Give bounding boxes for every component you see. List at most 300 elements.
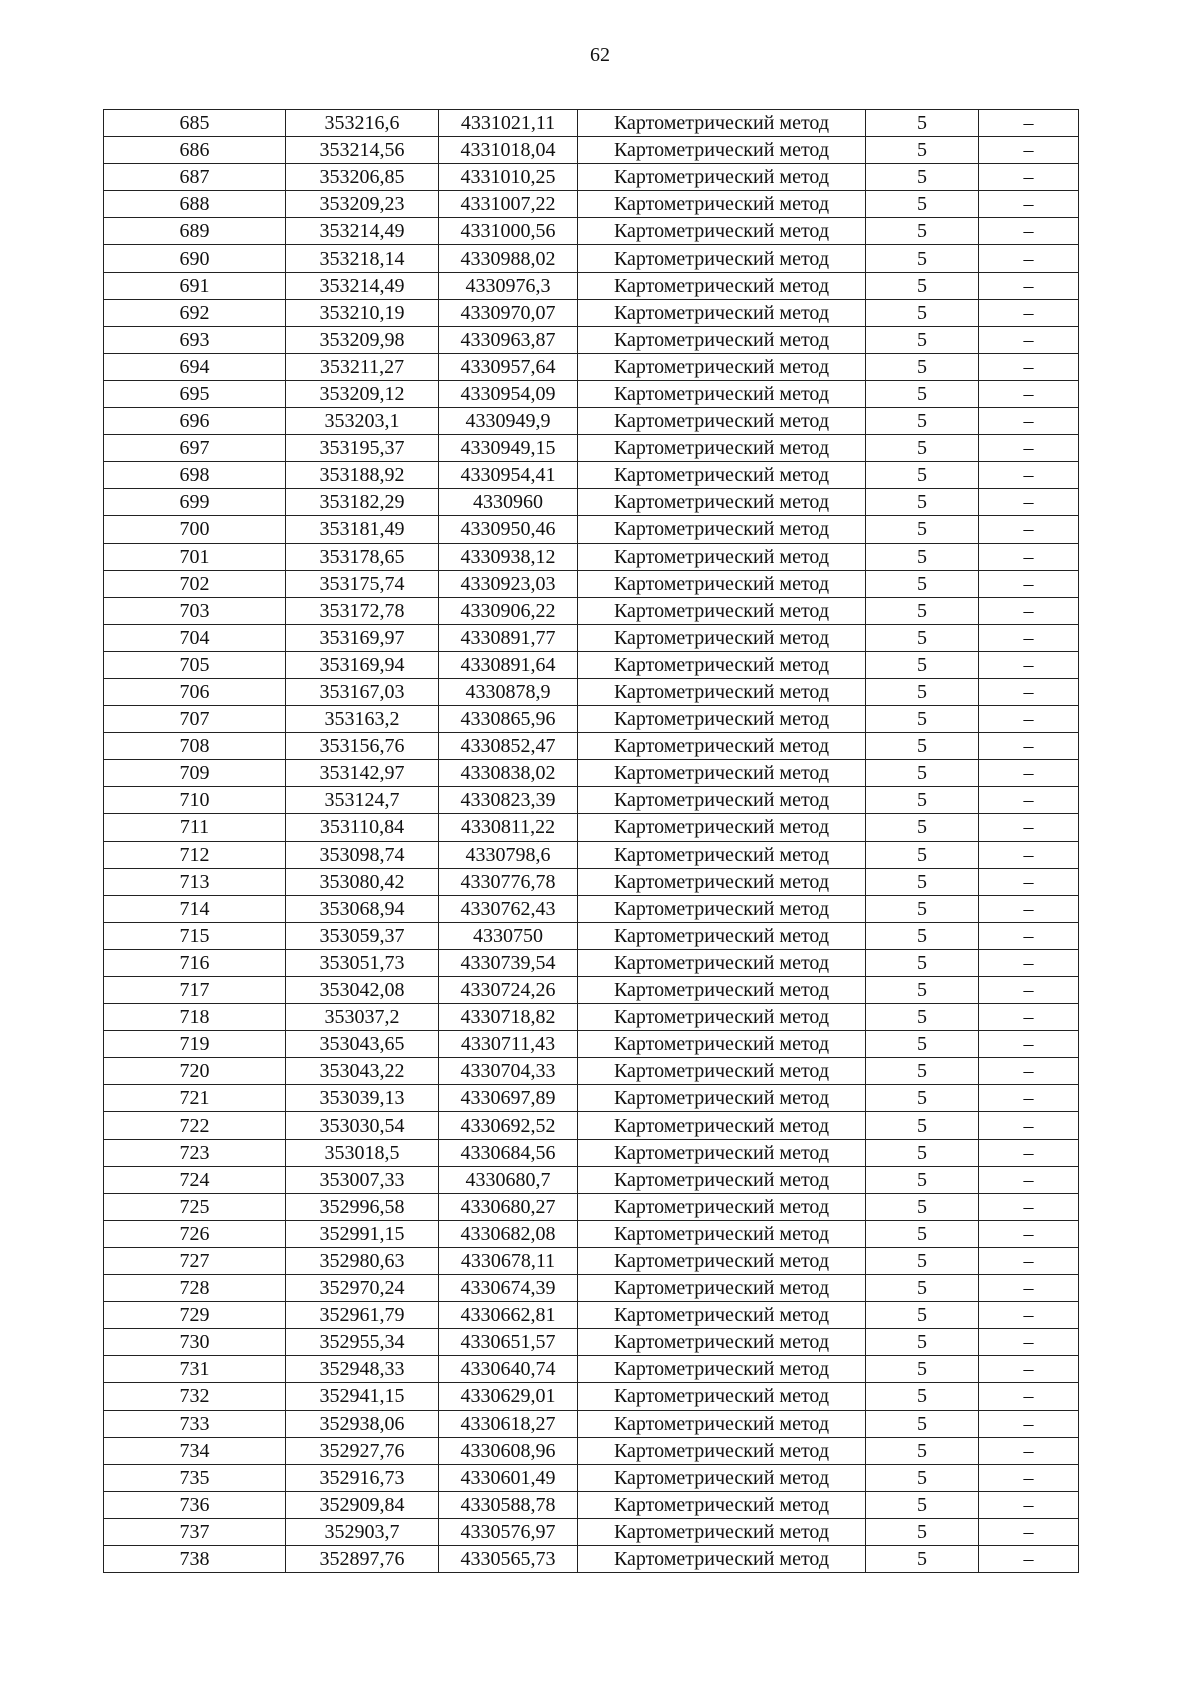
accuracy-cell: 5 (866, 462, 979, 489)
table-row (104, 380, 1079, 407)
note-cell: – (979, 245, 1079, 272)
accuracy-cell: 5 (866, 841, 979, 868)
table-row (104, 895, 1079, 922)
x-coordinate-cell: 353169,97 (286, 624, 439, 651)
y-coordinate-cell: 4330865,96 (439, 706, 578, 733)
y-coordinate-cell: 4330891,64 (439, 651, 578, 678)
method-cell: Картометрический метод (578, 922, 866, 949)
table-row (104, 624, 1079, 651)
point-number-cell: 730 (104, 1329, 286, 1356)
point-number-cell: 697 (104, 435, 286, 462)
x-coordinate-cell: 352938,06 (286, 1410, 439, 1437)
y-coordinate-cell: 4331021,11 (439, 110, 578, 137)
note-cell: – (979, 597, 1079, 624)
method-cell: Картометрический метод (578, 272, 866, 299)
note-cell: – (979, 706, 1079, 733)
point-number-cell: 729 (104, 1302, 286, 1329)
x-coordinate-cell: 353080,42 (286, 868, 439, 895)
y-coordinate-cell: 4330976,3 (439, 272, 578, 299)
table-row (104, 760, 1079, 787)
method-cell: Картометрический метод (578, 1247, 866, 1274)
x-coordinate-cell: 353037,2 (286, 1004, 439, 1031)
accuracy-cell: 5 (866, 1058, 979, 1085)
table-row (104, 1112, 1079, 1139)
table-row (104, 922, 1079, 949)
table-row (104, 164, 1079, 191)
note-cell: – (979, 1518, 1079, 1545)
x-coordinate-cell: 353209,23 (286, 191, 439, 218)
table-row (104, 489, 1079, 516)
y-coordinate-cell: 4331007,22 (439, 191, 578, 218)
note-cell: – (979, 1383, 1079, 1410)
method-cell: Картометрический метод (578, 435, 866, 462)
accuracy-cell: 5 (866, 570, 979, 597)
table-row (104, 651, 1079, 678)
method-cell: Картометрический метод (578, 408, 866, 435)
accuracy-cell: 5 (866, 1166, 979, 1193)
x-coordinate-cell: 353042,08 (286, 977, 439, 1004)
point-number-cell: 735 (104, 1464, 286, 1491)
accuracy-cell: 5 (866, 1329, 979, 1356)
point-number-cell: 711 (104, 814, 286, 841)
method-cell: Картометрический метод (578, 299, 866, 326)
y-coordinate-cell: 4330678,11 (439, 1247, 578, 1274)
point-number-cell: 727 (104, 1247, 286, 1274)
y-coordinate-cell: 4330891,77 (439, 624, 578, 651)
table-row (104, 110, 1079, 137)
note-cell: – (979, 516, 1079, 543)
method-cell: Картометрический метод (578, 678, 866, 705)
method-cell: Картометрический метод (578, 489, 866, 516)
x-coordinate-cell: 353209,98 (286, 326, 439, 353)
y-coordinate-cell: 4330680,27 (439, 1193, 578, 1220)
y-coordinate-cell: 4330601,49 (439, 1464, 578, 1491)
note-cell: – (979, 1491, 1079, 1518)
method-cell: Картометрический метод (578, 462, 866, 489)
note-cell: – (979, 1085, 1079, 1112)
accuracy-cell: 5 (866, 1112, 979, 1139)
y-coordinate-cell: 4330680,7 (439, 1166, 578, 1193)
point-number-cell: 685 (104, 110, 286, 137)
y-coordinate-cell: 4330949,9 (439, 408, 578, 435)
method-cell: Картометрический метод (578, 380, 866, 407)
accuracy-cell: 5 (866, 1410, 979, 1437)
note-cell: – (979, 1031, 1079, 1058)
note-cell: – (979, 489, 1079, 516)
note-cell: – (979, 868, 1079, 895)
point-number-cell: 714 (104, 895, 286, 922)
note-cell: – (979, 1004, 1079, 1031)
x-coordinate-cell: 353188,92 (286, 462, 439, 489)
accuracy-cell: 5 (866, 787, 979, 814)
x-coordinate-cell: 353214,49 (286, 272, 439, 299)
y-coordinate-cell: 4330811,22 (439, 814, 578, 841)
note-cell: – (979, 895, 1079, 922)
method-cell: Картометрический метод (578, 1193, 866, 1220)
method-cell: Картометрический метод (578, 597, 866, 624)
x-coordinate-cell: 353043,65 (286, 1031, 439, 1058)
accuracy-cell: 5 (866, 868, 979, 895)
x-coordinate-cell: 353007,33 (286, 1166, 439, 1193)
x-coordinate-cell: 353175,74 (286, 570, 439, 597)
table-row (104, 1166, 1079, 1193)
x-coordinate-cell: 353156,76 (286, 733, 439, 760)
point-number-cell: 712 (104, 841, 286, 868)
y-coordinate-cell: 4330957,64 (439, 353, 578, 380)
note-cell: – (979, 1437, 1079, 1464)
y-coordinate-cell: 4330618,27 (439, 1410, 578, 1437)
note-cell: – (979, 1247, 1079, 1274)
table-row (104, 1437, 1079, 1464)
accuracy-cell: 5 (866, 706, 979, 733)
accuracy-cell: 5 (866, 760, 979, 787)
method-cell: Картометрический метод (578, 1491, 866, 1518)
x-coordinate-cell: 353216,6 (286, 110, 439, 137)
x-coordinate-cell: 353110,84 (286, 814, 439, 841)
method-cell: Картометрический метод (578, 1220, 866, 1247)
point-number-cell: 698 (104, 462, 286, 489)
method-cell: Картометрический метод (578, 1004, 866, 1031)
x-coordinate-cell: 353018,5 (286, 1139, 439, 1166)
table-row (104, 1491, 1079, 1518)
table-row (104, 678, 1079, 705)
note-cell: – (979, 110, 1079, 137)
method-cell: Картометрический метод (578, 1085, 866, 1112)
note-cell: – (979, 814, 1079, 841)
y-coordinate-cell: 4330954,09 (439, 380, 578, 407)
table-row (104, 1464, 1079, 1491)
point-number-cell: 702 (104, 570, 286, 597)
note-cell: – (979, 1545, 1079, 1572)
y-coordinate-cell: 4330674,39 (439, 1275, 578, 1302)
point-number-cell: 691 (104, 272, 286, 299)
method-cell: Картометрический метод (578, 1518, 866, 1545)
table-row (104, 137, 1079, 164)
method-cell: Картометрический метод (578, 895, 866, 922)
point-number-cell: 703 (104, 597, 286, 624)
accuracy-cell: 5 (866, 1085, 979, 1112)
y-coordinate-cell: 4330923,03 (439, 570, 578, 597)
y-coordinate-cell: 4330640,74 (439, 1356, 578, 1383)
table-row (104, 1356, 1079, 1383)
point-number-cell: 718 (104, 1004, 286, 1031)
method-cell: Картометрический метод (578, 1383, 866, 1410)
accuracy-cell: 5 (866, 408, 979, 435)
table-row (104, 462, 1079, 489)
method-cell: Картометрический метод (578, 1545, 866, 1572)
point-number-cell: 715 (104, 922, 286, 949)
method-cell: Картометрический метод (578, 164, 866, 191)
accuracy-cell: 5 (866, 624, 979, 651)
accuracy-cell: 5 (866, 1031, 979, 1058)
x-coordinate-cell: 352897,76 (286, 1545, 439, 1572)
table-row (104, 977, 1079, 1004)
x-coordinate-cell: 353098,74 (286, 841, 439, 868)
method-cell: Картометрический метод (578, 733, 866, 760)
note-cell: – (979, 1410, 1079, 1437)
method-cell: Картометрический метод (578, 1329, 866, 1356)
point-number-cell: 738 (104, 1545, 286, 1572)
accuracy-cell: 5 (866, 1220, 979, 1247)
table-row (104, 1302, 1079, 1329)
accuracy-cell: 5 (866, 1139, 979, 1166)
note-cell: – (979, 760, 1079, 787)
y-coordinate-cell: 4330963,87 (439, 326, 578, 353)
method-cell: Картометрический метод (578, 949, 866, 976)
accuracy-cell: 5 (866, 272, 979, 299)
y-coordinate-cell: 4330697,89 (439, 1085, 578, 1112)
y-coordinate-cell: 4330662,81 (439, 1302, 578, 1329)
point-number-cell: 709 (104, 760, 286, 787)
x-coordinate-cell: 352955,34 (286, 1329, 439, 1356)
note-cell: – (979, 435, 1079, 462)
point-number-cell: 707 (104, 706, 286, 733)
y-coordinate-cell: 4330950,46 (439, 516, 578, 543)
table-row (104, 1410, 1079, 1437)
point-number-cell: 722 (104, 1112, 286, 1139)
point-number-cell: 716 (104, 949, 286, 976)
point-number-cell: 686 (104, 137, 286, 164)
note-cell: – (979, 1464, 1079, 1491)
point-number-cell: 692 (104, 299, 286, 326)
table-row (104, 218, 1079, 245)
point-number-cell: 696 (104, 408, 286, 435)
method-cell: Картометрический метод (578, 706, 866, 733)
note-cell: – (979, 462, 1079, 489)
method-cell: Картометрический метод (578, 245, 866, 272)
method-cell: Картометрический метод (578, 191, 866, 218)
method-cell: Картометрический метод (578, 1112, 866, 1139)
x-coordinate-cell: 353214,56 (286, 137, 439, 164)
x-coordinate-cell: 353051,73 (286, 949, 439, 976)
y-coordinate-cell: 4330608,96 (439, 1437, 578, 1464)
point-number-cell: 694 (104, 353, 286, 380)
accuracy-cell: 5 (866, 1004, 979, 1031)
coordinates-table (103, 109, 1079, 1573)
note-cell: – (979, 137, 1079, 164)
y-coordinate-cell: 4330629,01 (439, 1383, 578, 1410)
point-number-cell: 720 (104, 1058, 286, 1085)
y-coordinate-cell: 4330711,43 (439, 1031, 578, 1058)
x-coordinate-cell: 353178,65 (286, 543, 439, 570)
accuracy-cell: 5 (866, 733, 979, 760)
note-cell: – (979, 218, 1079, 245)
point-number-cell: 689 (104, 218, 286, 245)
table-row (104, 1031, 1079, 1058)
table-row (104, 408, 1079, 435)
y-coordinate-cell: 4330960 (439, 489, 578, 516)
accuracy-cell: 5 (866, 1383, 979, 1410)
table-row (104, 1139, 1079, 1166)
coordinates-table-body (104, 110, 1079, 1573)
accuracy-cell: 5 (866, 110, 979, 137)
table-row (104, 1220, 1079, 1247)
accuracy-cell: 5 (866, 543, 979, 570)
table-row (104, 570, 1079, 597)
accuracy-cell: 5 (866, 1464, 979, 1491)
accuracy-cell: 5 (866, 814, 979, 841)
accuracy-cell: 5 (866, 597, 979, 624)
accuracy-cell: 5 (866, 353, 979, 380)
accuracy-cell: 5 (866, 326, 979, 353)
x-coordinate-cell: 352970,24 (286, 1275, 439, 1302)
method-cell: Картометрический метод (578, 977, 866, 1004)
point-number-cell: 737 (104, 1518, 286, 1545)
x-coordinate-cell: 353124,7 (286, 787, 439, 814)
x-coordinate-cell: 353211,27 (286, 353, 439, 380)
method-cell: Картометрический метод (578, 353, 866, 380)
note-cell: – (979, 922, 1079, 949)
note-cell: – (979, 1112, 1079, 1139)
method-cell: Картометрический метод (578, 814, 866, 841)
point-number-cell: 719 (104, 1031, 286, 1058)
table-row (104, 353, 1079, 380)
method-cell: Картометрический метод (578, 760, 866, 787)
x-coordinate-cell: 352903,7 (286, 1518, 439, 1545)
note-cell: – (979, 380, 1079, 407)
note-cell: – (979, 678, 1079, 705)
x-coordinate-cell: 353030,54 (286, 1112, 439, 1139)
point-number-cell: 734 (104, 1437, 286, 1464)
note-cell: – (979, 1302, 1079, 1329)
table-row (104, 1329, 1079, 1356)
x-coordinate-cell: 352941,15 (286, 1383, 439, 1410)
x-coordinate-cell: 353182,29 (286, 489, 439, 516)
accuracy-cell: 5 (866, 1437, 979, 1464)
accuracy-cell: 5 (866, 1247, 979, 1274)
method-cell: Картометрический метод (578, 543, 866, 570)
point-number-cell: 701 (104, 543, 286, 570)
method-cell: Картометрический метод (578, 1302, 866, 1329)
y-coordinate-cell: 4330852,47 (439, 733, 578, 760)
x-coordinate-cell: 353181,49 (286, 516, 439, 543)
note-cell: – (979, 977, 1079, 1004)
method-cell: Картометрический метод (578, 110, 866, 137)
method-cell: Картометрический метод (578, 326, 866, 353)
method-cell: Картометрический метод (578, 1031, 866, 1058)
accuracy-cell: 5 (866, 1275, 979, 1302)
x-coordinate-cell: 353210,19 (286, 299, 439, 326)
x-coordinate-cell: 353209,12 (286, 380, 439, 407)
note-cell: – (979, 949, 1079, 976)
table-row (104, 516, 1079, 543)
x-coordinate-cell: 353203,1 (286, 408, 439, 435)
x-coordinate-cell: 353167,03 (286, 678, 439, 705)
method-cell: Картометрический метод (578, 624, 866, 651)
table-row (104, 326, 1079, 353)
method-cell: Картометрический метод (578, 841, 866, 868)
table-row (104, 299, 1079, 326)
x-coordinate-cell: 352980,63 (286, 1247, 439, 1274)
table-row (104, 272, 1079, 299)
accuracy-cell: 5 (866, 137, 979, 164)
method-cell: Картометрический метод (578, 137, 866, 164)
x-coordinate-cell: 352916,73 (286, 1464, 439, 1491)
y-coordinate-cell: 4330576,97 (439, 1518, 578, 1545)
accuracy-cell: 5 (866, 1518, 979, 1545)
method-cell: Картометрический метод (578, 1464, 866, 1491)
note-cell: – (979, 841, 1079, 868)
point-number-cell: 725 (104, 1193, 286, 1220)
point-number-cell: 710 (104, 787, 286, 814)
note-cell: – (979, 733, 1079, 760)
y-coordinate-cell: 4330823,39 (439, 787, 578, 814)
y-coordinate-cell: 4330938,12 (439, 543, 578, 570)
note-cell: – (979, 651, 1079, 678)
y-coordinate-cell: 4330906,22 (439, 597, 578, 624)
point-number-cell: 713 (104, 868, 286, 895)
y-coordinate-cell: 4331000,56 (439, 218, 578, 245)
point-number-cell: 721 (104, 1085, 286, 1112)
note-cell: – (979, 353, 1079, 380)
table-row (104, 868, 1079, 895)
point-number-cell: 706 (104, 678, 286, 705)
method-cell: Картометрический метод (578, 1166, 866, 1193)
point-number-cell: 690 (104, 245, 286, 272)
note-cell: – (979, 1058, 1079, 1085)
accuracy-cell: 5 (866, 218, 979, 245)
table-row (104, 1518, 1079, 1545)
y-coordinate-cell: 4330651,57 (439, 1329, 578, 1356)
accuracy-cell: 5 (866, 1545, 979, 1572)
page-number: 62 (590, 44, 610, 66)
accuracy-cell: 5 (866, 435, 979, 462)
x-coordinate-cell: 352991,15 (286, 1220, 439, 1247)
method-cell: Картометрический метод (578, 516, 866, 543)
method-cell: Картометрический метод (578, 1275, 866, 1302)
y-coordinate-cell: 4331010,25 (439, 164, 578, 191)
x-coordinate-cell: 352909,84 (286, 1491, 439, 1518)
table-row (104, 733, 1079, 760)
table-row (104, 1058, 1079, 1085)
x-coordinate-cell: 353169,94 (286, 651, 439, 678)
x-coordinate-cell: 353039,13 (286, 1085, 439, 1112)
table-row (104, 543, 1079, 570)
accuracy-cell: 5 (866, 489, 979, 516)
accuracy-cell: 5 (866, 1193, 979, 1220)
y-coordinate-cell: 4330682,08 (439, 1220, 578, 1247)
table-row (104, 1004, 1079, 1031)
accuracy-cell: 5 (866, 191, 979, 218)
x-coordinate-cell: 353206,85 (286, 164, 439, 191)
point-number-cell: 731 (104, 1356, 286, 1383)
y-coordinate-cell: 4330762,43 (439, 895, 578, 922)
y-coordinate-cell: 4330739,54 (439, 949, 578, 976)
x-coordinate-cell: 353068,94 (286, 895, 439, 922)
method-cell: Картометрический метод (578, 1139, 866, 1166)
note-cell: – (979, 272, 1079, 299)
x-coordinate-cell: 352961,79 (286, 1302, 439, 1329)
note-cell: – (979, 787, 1079, 814)
y-coordinate-cell: 4330704,33 (439, 1058, 578, 1085)
table-row (104, 949, 1079, 976)
accuracy-cell: 5 (866, 1302, 979, 1329)
accuracy-cell: 5 (866, 1491, 979, 1518)
point-number-cell: 736 (104, 1491, 286, 1518)
point-number-cell: 708 (104, 733, 286, 760)
x-coordinate-cell: 353218,14 (286, 245, 439, 272)
x-coordinate-cell: 353043,22 (286, 1058, 439, 1085)
accuracy-cell: 5 (866, 299, 979, 326)
x-coordinate-cell: 353195,37 (286, 435, 439, 462)
point-number-cell: 724 (104, 1166, 286, 1193)
point-number-cell: 732 (104, 1383, 286, 1410)
table-row (104, 787, 1079, 814)
accuracy-cell: 5 (866, 895, 979, 922)
table-row (104, 435, 1079, 462)
point-number-cell: 688 (104, 191, 286, 218)
method-cell: Картометрический метод (578, 1410, 866, 1437)
